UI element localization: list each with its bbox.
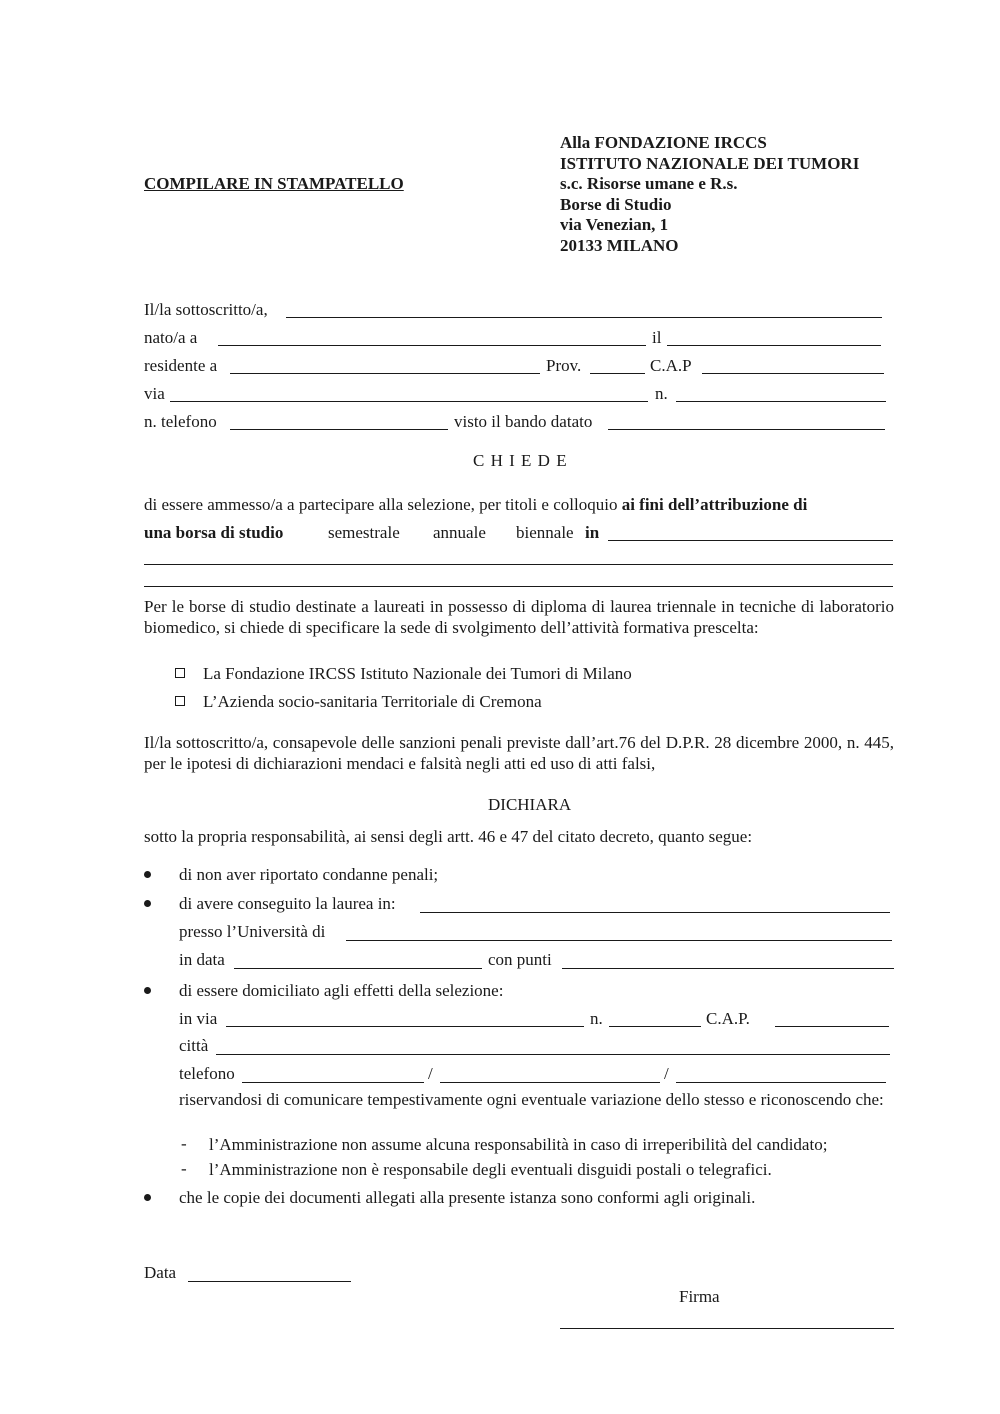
recipient-line: ISTITUTO NAZIONALE DEI TUMORI (560, 153, 860, 173)
laurea-field[interactable] (420, 912, 890, 913)
checkbox-cremona[interactable] (175, 696, 185, 706)
sede-paragraph (144, 596, 894, 638)
chiede-line1-plain: di essere ammesso/a a partecipare alla selezione, per titoli e colloquio (144, 495, 622, 514)
telefono-field-1[interactable] (242, 1082, 424, 1083)
bullet-icon (144, 871, 151, 878)
slash-separator: / (664, 1064, 669, 1083)
option-annuale[interactable]: annuale (433, 523, 486, 542)
street-number-field[interactable] (676, 401, 886, 402)
birthdate-field[interactable] (667, 345, 881, 346)
universita-field[interactable] (346, 940, 892, 941)
recipient-line: 20133 MILANO (560, 235, 679, 255)
checkbox-milano[interactable] (175, 668, 185, 678)
recipient-line: via Venezian, 1 (560, 215, 669, 234)
borsa-subject-field-3[interactable] (144, 586, 893, 587)
slash-separator: / (428, 1064, 433, 1083)
sede-text: Per le borse di studio destinate a laureati in possesso di diploma di laurea triennale in tecniche di laboratorio biomedico, si chiede di specificare la sede di svolgimento dell’attività formativa prescelta: (144, 597, 894, 637)
borsa-subject-field[interactable] (608, 540, 893, 541)
dash-marker: - (181, 1159, 187, 1178)
data-label: Data (144, 1263, 177, 1282)
bando-label: visto il bando datato (454, 412, 593, 431)
chiede-title: C H I E D E (473, 451, 568, 470)
telefono-field-2[interactable] (440, 1082, 660, 1083)
cap-label: C.A.P (650, 356, 692, 375)
consapevole-text: Il/la sottoscritto/a, consapevole delle sanzioni penali previste dall’art.76 del D.P.R. 28 dicembre 2000, n. 445, per le ipotesi di dichiarazioni mendaci e falsità negli atti ed uso di atti falsi, (144, 733, 894, 773)
laurea-date-field[interactable] (234, 968, 482, 969)
item-laurea: di avere conseguito la laurea in: (179, 894, 396, 913)
signature-date-field[interactable] (188, 1281, 351, 1282)
in-via-label: in via (179, 1009, 218, 1028)
riservandosi-paragraph (179, 1089, 893, 1110)
cap-field[interactable] (702, 373, 884, 374)
item-copie: che le copie dei documenti allegati alla presente istanza sono conformi agli originali. (179, 1188, 756, 1207)
item-condanne: di non aver riportato condanne penali; (179, 865, 439, 884)
domicilio-n-label: n. (590, 1009, 603, 1028)
birthplace-field[interactable] (218, 345, 646, 346)
signature-field[interactable] (560, 1328, 894, 1329)
con-punti-label: con punti (488, 950, 552, 969)
sottoscritto-label: Il/la sottoscritto/a, (144, 300, 268, 319)
in-label: in (585, 523, 600, 542)
instruction-heading: COMPILARE IN STAMPATELLO (144, 174, 404, 193)
chiede-line2-bold: una borsa di studio (144, 523, 284, 542)
sub-item-irreperibilita: l’Amministrazione non assume alcuna responsabilità in caso di irreperibilità del candidato; (209, 1135, 828, 1154)
n-label: n. (655, 384, 668, 403)
telefono-label: n. telefono (144, 412, 217, 431)
chiede-line1 (144, 495, 807, 515)
via-label: via (144, 384, 165, 403)
recipient-address (560, 133, 859, 256)
domicilio-cap-field[interactable] (775, 1026, 889, 1027)
dichiara-intro: sotto la propria responsabilità, ai sensi degli artt. 46 e 47 del citato decreto, quanto segue: (144, 827, 753, 846)
recipient-line: Alla FONDAZIONE IRCCS (560, 133, 767, 152)
dichiara-title: DICHIARA (488, 795, 572, 814)
prov-field[interactable] (590, 373, 645, 374)
riservandosi-text: riservandosi di comunicare tempestivamente ogni eventuale variazione dello stesso e riconoscendo che: (179, 1090, 884, 1109)
bullet-icon (144, 900, 151, 907)
name-field[interactable] (286, 317, 882, 318)
bando-date-field[interactable] (608, 429, 885, 430)
chiede-line1-bold: ai fini dell’attribuzione di (621, 495, 808, 514)
prov-label: Prov. (546, 356, 582, 375)
option-biennale[interactable]: biennale (516, 523, 574, 542)
bullet-icon (144, 987, 151, 994)
option-semestrale[interactable]: semestrale (328, 523, 400, 542)
telefono-field-3[interactable] (676, 1082, 886, 1083)
recipient-line: Borse di Studio (560, 194, 672, 214)
citta-label: città (179, 1036, 209, 1055)
il-label: il (652, 328, 662, 347)
domicilio-street-field[interactable] (226, 1026, 584, 1027)
firma-label: Firma (679, 1287, 720, 1306)
street-field[interactable] (170, 401, 648, 402)
bullet-icon (144, 1194, 151, 1201)
option-cremona-label: L’Azienda socio-sanitaria Territoriale di Cremona (203, 692, 542, 711)
domicilio-cap-label: C.A.P. (706, 1009, 750, 1028)
citta-field[interactable] (216, 1054, 890, 1055)
universita-label: presso l’Università di (179, 922, 326, 941)
consapevole-paragraph (144, 732, 894, 774)
sub-item-disguidi: l’Amministrazione non è responsabile degli eventuali disguidi postali o telegrafici. (209, 1160, 772, 1179)
residente-label: residente a (144, 356, 218, 375)
recipient-line: s.c. Risorse umane e R.s. (560, 174, 738, 193)
domicilio-number-field[interactable] (609, 1026, 701, 1027)
option-milano-label: La Fondazione IRCSS Istituto Nazionale dei Tumori di Milano (203, 664, 632, 683)
item-domicilio: di essere domiciliato agli effetti della selezione: (179, 981, 504, 1000)
in-data-label: in data (179, 950, 225, 969)
punti-field[interactable] (562, 968, 894, 969)
borsa-subject-field-2[interactable] (144, 564, 893, 565)
telefono-label: telefono (179, 1064, 235, 1083)
phone-field[interactable] (230, 429, 448, 430)
dash-marker: - (181, 1134, 187, 1153)
residence-field[interactable] (230, 373, 540, 374)
nato-label: nato/a a (144, 328, 198, 347)
